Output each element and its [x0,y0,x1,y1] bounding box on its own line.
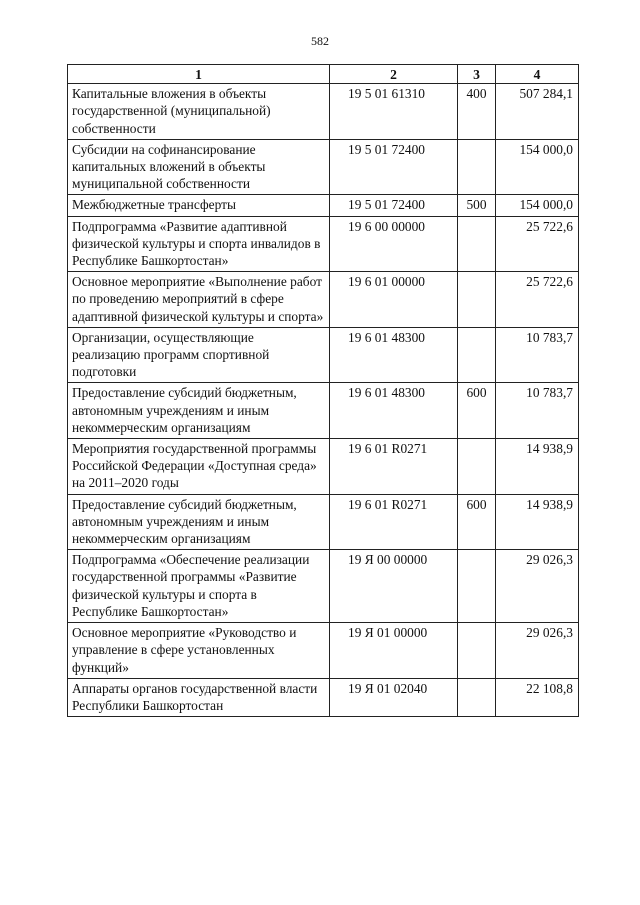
column-header-name: 1 [68,65,330,84]
table-row [68,494,579,550]
column-header-type: 3 [458,65,496,84]
cell-name: Основное мероприятие «Руководство и управление в сфере установленных функций» [68,623,330,679]
cell-name: Капитальные вложения в объекты государственной (муниципальной) собственности [68,84,330,140]
page-number: 582 [311,34,329,48]
cell-amount: 25 722,6 [496,216,579,272]
cell-code: 19 Я 00 00000 [330,550,458,623]
cell-amount: 14 938,9 [496,494,579,550]
cell-code: 19 Я 01 02040 [330,678,458,716]
table-header-row [68,65,579,84]
cell-name: Основное мероприятие «Выполнение работ по проведению мероприятий в сфере адаптивной физической культуры и спорта» [68,272,330,328]
table-row [68,84,579,140]
cell-code: 19 Я 01 00000 [330,623,458,679]
cell-code: 19 6 01 48300 [330,383,458,439]
table-row [68,272,579,328]
table-row [68,678,579,716]
cell-amount: 507 284,1 [496,84,579,140]
cell-name: Предоставление субсидий бюджетным, автономным учреждениям и иным некоммерческим организациям [68,383,330,439]
cell-code: 19 6 01 00000 [330,272,458,328]
cell-amount: 14 938,9 [496,439,579,495]
cell-amount: 10 783,7 [496,383,579,439]
cell-type: 500 [458,195,496,216]
cell-name: Подпрограмма «Развитие адаптивной физической культуры и спорта инвалидов в Республике Башкортостан» [68,216,330,272]
cell-type [458,327,496,383]
table-row [68,383,579,439]
cell-amount: 25 722,6 [496,272,579,328]
cell-type [458,550,496,623]
cell-type [458,216,496,272]
cell-code: 19 6 01 48300 [330,327,458,383]
cell-type [458,272,496,328]
cell-amount: 29 026,3 [496,550,579,623]
cell-type [458,623,496,679]
table-row [68,327,579,383]
cell-code: 19 6 01 R0271 [330,494,458,550]
budget-table [67,64,579,717]
table-row [68,623,579,679]
cell-name: Аппараты органов государственной власти Республики Башкортостан [68,678,330,716]
table-row [68,139,579,195]
cell-name: Подпрограмма «Обеспечение реализации государственной программы «Развитие физической культуры и спорта в Республике Башкортостан» [68,550,330,623]
cell-name: Субсидии на софинансирование капитальных вложений в объекты муниципальной собственности [68,139,330,195]
cell-type: 600 [458,383,496,439]
cell-type [458,439,496,495]
cell-name: Мероприятия государственной программы Российской Федерации «Доступная среда» на 2011–2020 годы [68,439,330,495]
table-row [68,216,579,272]
table-row [68,439,579,495]
cell-code: 19 5 01 72400 [330,195,458,216]
cell-code: 19 5 01 72400 [330,139,458,195]
cell-name: Межбюджетные трансферты [68,195,330,216]
cell-code: 19 6 00 00000 [330,216,458,272]
table-row [68,195,579,216]
cell-amount: 10 783,7 [496,327,579,383]
cell-code: 19 6 01 R0271 [330,439,458,495]
cell-name: Организации, осуществляющие реализацию программ спортивной подготовки [68,327,330,383]
cell-code: 19 5 01 61310 [330,84,458,140]
column-header-code: 2 [330,65,458,84]
cell-type: 400 [458,84,496,140]
cell-type [458,678,496,716]
cell-type: 600 [458,494,496,550]
cell-amount: 29 026,3 [496,623,579,679]
cell-amount: 154 000,0 [496,139,579,195]
table-row [68,550,579,623]
cell-type [458,139,496,195]
cell-name: Предоставление субсидий бюджетным, автономным учреждениям и иным некоммерческим организациям [68,494,330,550]
cell-amount: 22 108,8 [496,678,579,716]
column-header-amount: 4 [496,65,579,84]
cell-amount: 154 000,0 [496,195,579,216]
